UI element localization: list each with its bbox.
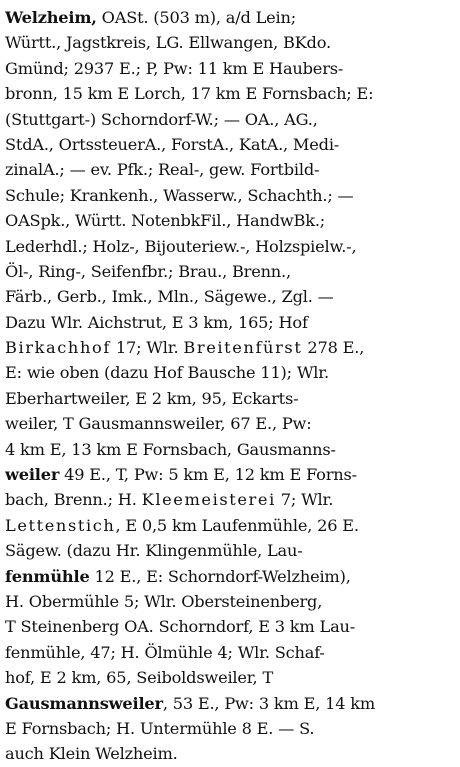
spaced-term: Kleemeisterei [141,490,276,510]
entry-line [5,56,457,81]
entry-text: Lederhdl.; Holz-, Bijouteriew.-, Holzspielw.-, [5,236,357,256]
entry-line [5,132,457,157]
entry-text: Dazu Wlr. Aichstrut, E 3 km, 165; Hof [5,312,308,332]
spaced-term: Breitenfürst [183,338,303,358]
entry-text: 4 km E, 13 km E Fornsbach, Gausmanns- [5,439,336,459]
bold-term: Gausmannsweiler [5,693,163,713]
entry-text: , 53 E., Pw: 3 km E, 14 km [162,693,376,713]
entry-line [5,564,457,589]
entry-line [5,310,457,335]
entry-line [5,5,457,30]
bold-term: fenmühle [5,566,90,586]
entry-line [5,234,457,259]
entry-text: StdA., OrtssteuerA., ForstA., KatA., Medi- [5,134,340,154]
entry-line [5,741,457,766]
entry-text: (Stuttgart-) Schorndorf-W.; — OA., AG., [5,109,318,129]
entry-line [5,386,457,411]
entry-line [5,437,457,462]
entry-text: Schule; Krankenh., Wasserw., Schachth.; — [5,185,354,205]
entry-text: OASt. (503 m), a/d Lein; [96,8,296,27]
entry-line [5,208,457,233]
entry-text: 7; Wlr. [275,490,334,510]
entry-line [5,284,457,309]
entry-text: Färb., Gerb., Imk., Mln., Sägewe., Zgl. — [5,287,334,307]
entry-text: bronn, 15 km E Lorch, 17 km E Fornsbach; E: [5,84,374,104]
entry-text: Sägew. (dazu Hr. Klingenmühle, Lau- [5,541,303,561]
entry-text: bach, Brenn.; H. [5,490,142,510]
entry-line [5,30,457,55]
entry-line [5,665,457,690]
gazetteer-entry-welzheim [5,5,457,767]
entry-line [5,614,457,639]
spaced-term: Lettenstich [5,515,116,535]
entry-line [5,259,457,284]
entry-line [5,157,457,182]
entry-text: OASpk., Württ. NotenbkFil., HandwBk.; [5,211,326,231]
entry-text: E: wie oben (dazu Hof Bausche 11); Wlr. [5,363,329,383]
entry-line [5,335,457,360]
entry-text: 278 E., [302,338,365,358]
entry-text: Eberhartweiler, E 2 km, 95, Eckarts- [5,388,299,408]
bold-term: weiler [5,465,60,485]
entry-text: fenmühle, 47; H. Ölmühle 4; Wlr. Schaf- [5,642,325,662]
entry-text: 49 E., T, Pw: 5 km E, 12 km E Forns- [59,465,357,485]
entry-line [5,538,457,563]
entry-text: 12 E., E: Schorndorf-Welzheim), [89,566,351,586]
entry-line [5,411,457,436]
entry-text: 17; Wlr. [110,338,184,358]
entry-text: hof, E 2 km, 65, Seiboldsweiler, T [5,668,274,688]
entry-line [5,81,457,106]
entry-text: zinalA.; — ev. Pfk.; Real-, gew. Fortbild- [5,160,320,180]
entry-text: T Steinenberg OA. Schorndorf, E 3 km Lau- [5,617,356,637]
bold-term: Welzheim, [5,8,97,27]
entry-text: , E 0,5 km Laufenmühle, 26 E. [115,515,359,535]
entry-line [5,513,457,538]
entry-text: auch Klein Welzheim. [5,744,178,764]
entry-line [5,640,457,665]
entry-text: E Fornsbach; H. Untermühle 8 E. — S. [5,718,315,738]
entry-text: Gmünd; 2937 E.; P, Pw: 11 km E Haubers- [5,58,344,78]
entry-line [5,716,457,741]
entry-line [5,107,457,132]
entry-line [5,691,457,716]
entry-text: weiler, T Gausmannsweiler, 67 E., Pw: [5,414,312,434]
entry-line [5,462,457,487]
entry-line [5,589,457,614]
spaced-term: Birkachhof [5,338,111,358]
entry-line [5,183,457,208]
entry-text: Württ., Jagstkreis, LG. Ellwangen, BKdo. [5,33,331,53]
entry-line [5,360,457,385]
entry-text: Öl-, Ring-, Seifenfbr.; Brau., Brenn., [5,261,291,281]
entry-line [5,487,457,512]
entry-text: H. Obermühle 5; Wlr. Obersteinenberg, [5,591,323,611]
